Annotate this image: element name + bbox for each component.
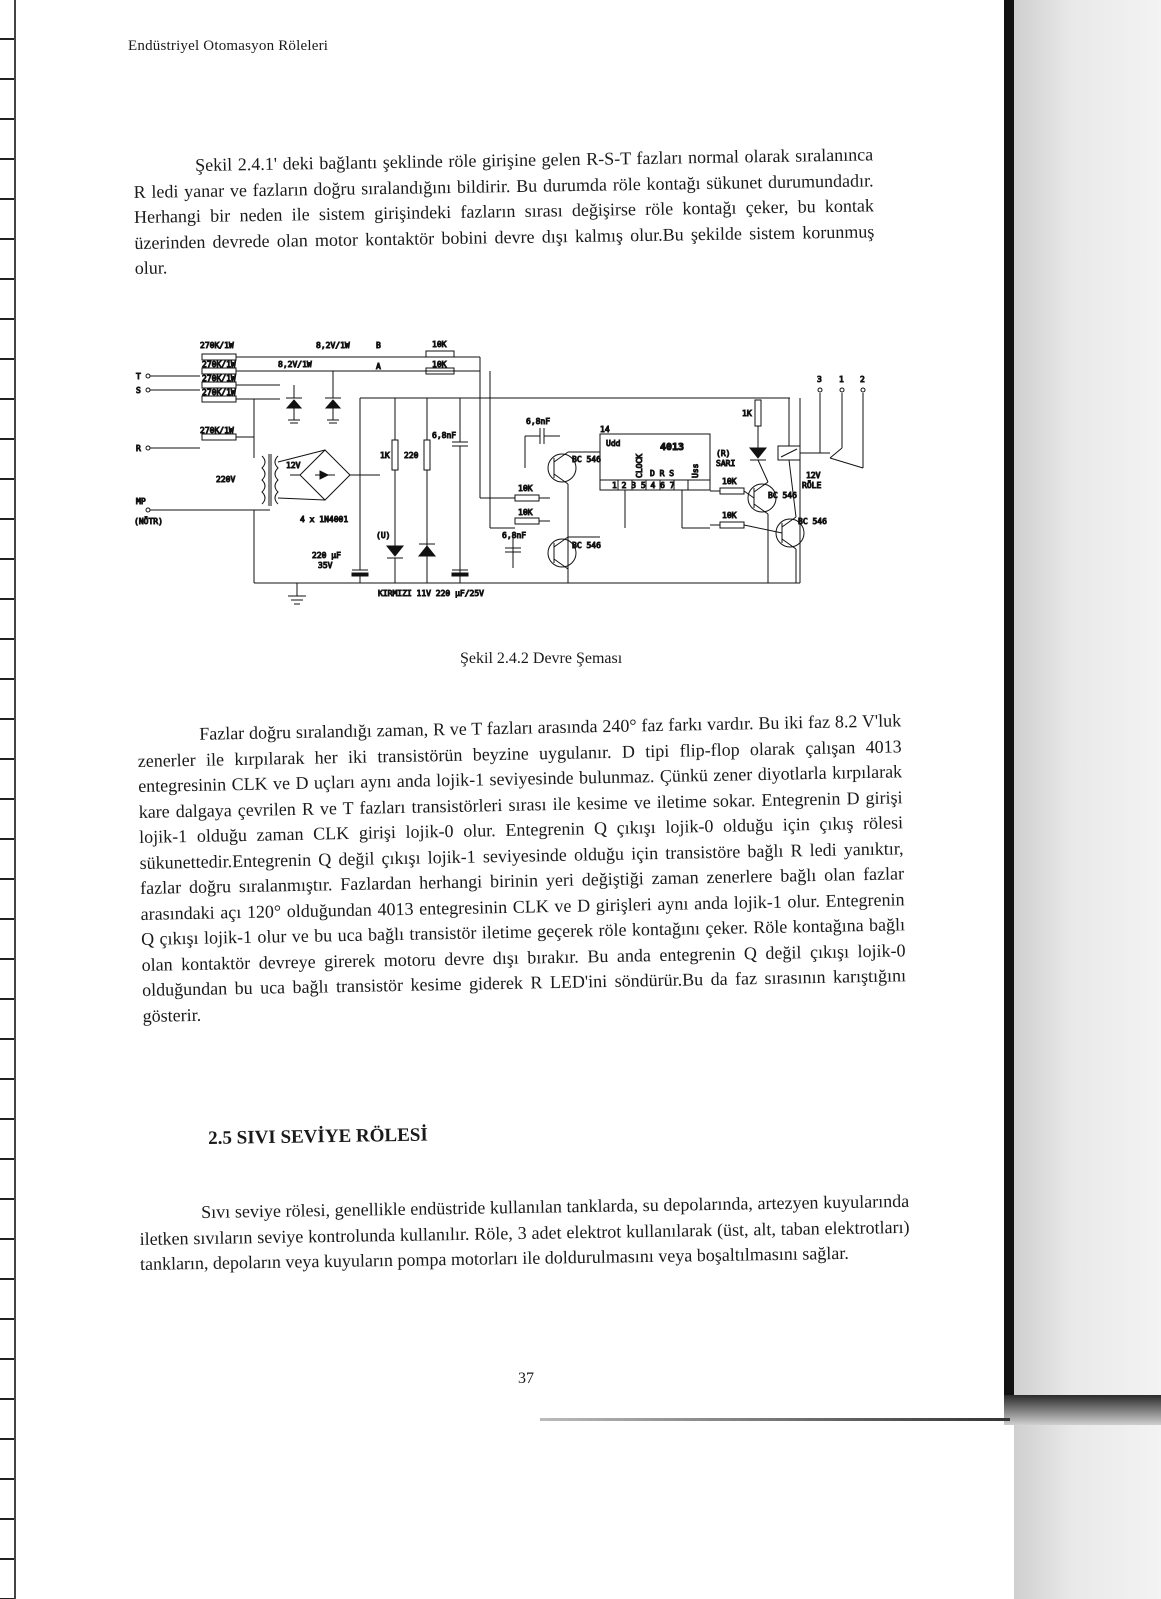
label-ic-drs: D R S	[650, 469, 675, 478]
label-node-a: A	[376, 362, 381, 371]
label-terminal-2: 2	[860, 375, 865, 384]
label-10k-d: 10K	[722, 511, 737, 520]
label-10k-top: 10K	[432, 340, 447, 349]
label-10k-mid: 10K	[432, 360, 447, 369]
paragraph-intro: Şekil 2.4.1' deki bağlantı şeklinde röle girişine gelen R-S-T fazları normal olarak sıralanınca R ledi yanar ve fazların doğru sıralandığını bildirir. Bu durumda röle kontağı sükunet durumundadır. Herhangi bir neden ile sistem girişindeki fazların sırası değişirse röle kontağı çeker, bu kontak üzerinden devrede olan motor kontaktör bobini devre dışı kalmış olur.Bu şekilde sistem korunmuş olur.	[133, 144, 875, 278]
label-220v: 220V	[216, 475, 236, 484]
label-r3: 270K/1W	[202, 374, 236, 383]
label-bc546-4: BC 546	[798, 517, 827, 526]
paragraph-level-relay: Sıvı seviye rölesi, genellikle endüstride kullanılan tanklarda, su depolarında, artezyen kuyularında iletken sıvıların seviye kontrolunda kullanılır. Röle, 3 adet elektrot kullanılarak (üst, alt, taban elektrotları) tankların, depoların veya kuyuların pompa motorları ile doldurulmasını veya boşaltılmasını sağlar.	[139, 1190, 910, 1274]
label-ic-pins: 1 2 3 5 4 6 7	[612, 481, 675, 490]
section-title: 2.5 SIVI SEVİYE RÖLESİ	[208, 1124, 428, 1149]
label-cap-220uf: 220 µF	[312, 551, 341, 560]
label-r1: 270K/1W	[200, 341, 234, 350]
label-zener-2: 8,2V/1W	[278, 360, 312, 369]
label-zener-1: 8,2V/1W	[316, 341, 350, 350]
label-ic-name: 4013	[660, 442, 685, 453]
page-number: 37	[518, 1370, 534, 1387]
label-1k-left: 1K	[380, 451, 390, 460]
label-ic-uss: Uss	[691, 463, 700, 478]
label-ic-pin14: 14	[600, 425, 610, 434]
label-12v: 12V	[286, 461, 301, 470]
label-10k-c: 10K	[722, 477, 737, 486]
label-node-b: B	[376, 341, 381, 350]
label-6-8nf-1: 6,8nF	[432, 431, 457, 440]
figure-caption: Şekil 2.4.2 Devre Şeması	[460, 650, 623, 667]
label-relay-voltage: 12V	[806, 471, 821, 480]
label-led-u: (U)	[376, 531, 391, 540]
label-phase-r: R	[136, 444, 141, 453]
circuit-diagram	[130, 338, 890, 618]
bottom-edge-line	[540, 1418, 1010, 1421]
label-ic-clock: CLOCK	[635, 453, 644, 478]
label-1k-right: 1K	[742, 409, 752, 418]
label-terminal-3: 3	[817, 375, 822, 384]
label-bc546-1: BC 546	[572, 455, 601, 464]
label-10k-a: 10K	[518, 484, 533, 493]
label-relay-name: RÖLE	[802, 481, 822, 490]
label-ic-udd: Udd	[606, 439, 621, 448]
label-bottom-note: KIRMIZI 11V 220 µF/25V	[378, 589, 484, 598]
label-r5: 270K/1W	[200, 426, 234, 435]
label-10k-b: 10K	[518, 508, 533, 517]
label-6-8nf-2: 6,8nF	[526, 417, 551, 426]
label-terminal-1: 1	[839, 375, 844, 384]
left-binding-edge	[0, 0, 16, 1599]
label-bc546-3: BC 546	[768, 491, 797, 500]
label-phase-s: S	[136, 386, 141, 395]
label-neutral-note: (NÖTR)	[134, 517, 163, 526]
label-led-r: (R)	[716, 449, 731, 458]
label-led-color: SARI	[716, 459, 736, 468]
label-220: 220	[404, 451, 419, 460]
label-r4: 270K/1W	[202, 388, 236, 397]
right-page-edge	[1004, 0, 1014, 1420]
label-neutral: MP	[136, 497, 146, 506]
right-page-shadow	[1014, 0, 1161, 1599]
label-bc546-2: BC 546	[572, 541, 601, 550]
label-6-8nf-3: 6,8nF	[502, 531, 527, 540]
running-head: Endüstriyel Otomasyon Röleleri	[128, 38, 329, 54]
label-r2: 270K/1W	[202, 360, 236, 369]
page-corner-shadow	[1004, 1395, 1161, 1425]
label-phase-t: T	[136, 372, 141, 381]
paragraph-explanation: Fazlar doğru sıralandığı zaman, R ve T fazları arasında 240° faz farkı vardır. Bu iki faz 8.2 V'luk zenerler ile kırpılarak her iki transistörün beyzine uygulanır. D tipi flip-flop olarak çalışan 4013 entegresinin CLK ve D uçları aynı anda lojik-1 seviyesinde bulunmaz. Çünkü zener diyotlarla kırpılarak kare dalgaya çevrilen R ve T fazları transistörleri sırası ile kesime ve iletime sokar. Entegrenin D girişi lojik-1 olduğu zaman CLK girişi lojik-0 olur. Entegrenin Q çıkışı lojik-0 olduğu için çıkış rölesi sükunettedir.Entegrenin Q değil çıkışı lojik-1 seviyesinde olduğu için transistöre bağlı R ledi yanıktır, fazlar doğru sıralanmıştır. Fazlardan herhangi birinin yeri değiştiği zaman zenerlere bağlı olan fazlar arasındaki açı 120° olduğundan 4013 entegresinin CLK ve D girişleri aynı anda lojik-1 olur. Entegrenin Q çıkışı lojik-1 olur ve bu uca bağlı transistör iletime geçerek röle kontağını çeker. Röle kontağına bağlı olan kontaktör devreye girerek motoru devre dışı bırakır. Bu anda entegrenin Q değil çıkışı lojik-0 olduğundan bu uca bağlı transistör kesime giderek R LED'ini söndürür.Bu da faz sırasının karıştığını gösterir.	[137, 710, 907, 1026]
label-cap-35v: 35V	[318, 561, 333, 570]
label-diodes: 4 x 1N4001	[300, 515, 349, 524]
